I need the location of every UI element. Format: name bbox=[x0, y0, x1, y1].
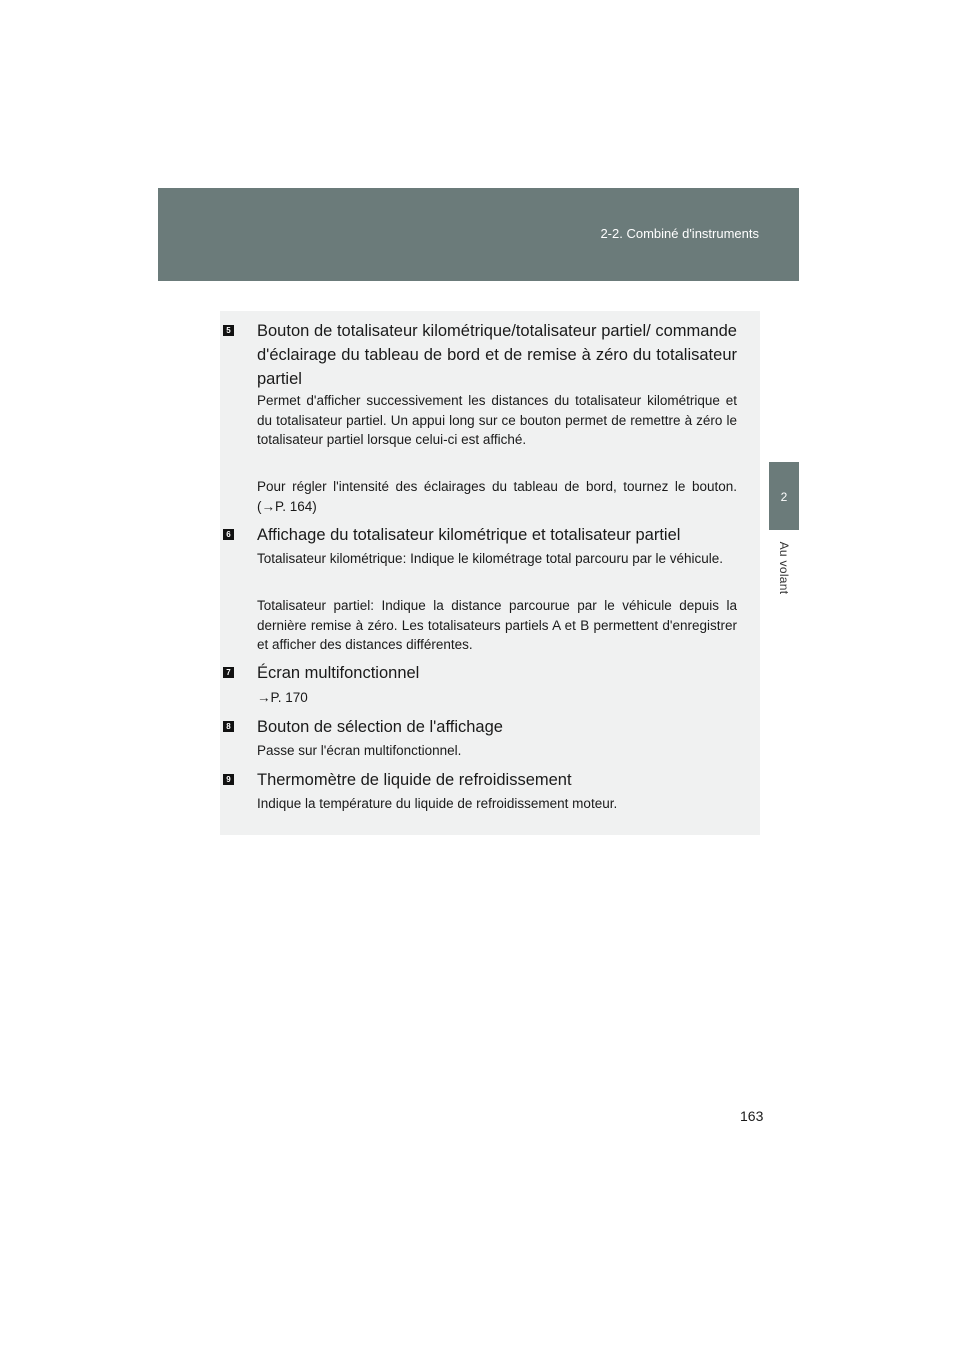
section-title: 2-2. Combiné d'instruments bbox=[600, 226, 759, 241]
item-heading: Affichage du totalisateur kilométrique et totalisateur partiel bbox=[257, 526, 681, 544]
item-heading: Thermomètre de liquide de refroidissement bbox=[257, 771, 572, 789]
chapter-tab[interactable] bbox=[769, 462, 799, 530]
item-number-badge: 7 bbox=[223, 667, 234, 678]
item-description: Pour régler l'intensité des éclairages du tableau de bord, tournez le bouton. (→P. 164) bbox=[257, 479, 737, 514]
item-heading: Bouton de totalisateur kilométrique/totalisateur partiel/ commande d'éclairage du tableau de bord et de remise à zéro du totalisateur partiel bbox=[257, 322, 737, 388]
page-number: 163 bbox=[740, 1108, 764, 1124]
item-number-badge: 9 bbox=[223, 774, 234, 785]
section-header bbox=[158, 188, 799, 281]
item-description: Permet d'afficher successivement les distances du totalisateur kilométrique et du totalisateur partiel. Un appui long sur ce bouton permet de remettre à zéro le totalisateur partiel lorsque celui-ci est affiché. bbox=[257, 393, 737, 447]
item-number-badge: 8 bbox=[223, 721, 234, 732]
page-reference-link[interactable]: →P. 170 bbox=[257, 690, 308, 705]
chapter-number: 2 bbox=[780, 490, 788, 504]
item-description: Totalisateur partiel: Indique la distance parcourue par le véhicule depuis la dernière remise à zéro. Les totalisateurs partiels A et B permettent d'enregistrer et afficher des distances différentes. bbox=[257, 598, 737, 652]
item-number-badge: 6 bbox=[223, 529, 234, 540]
item-number-badge: 5 bbox=[223, 325, 234, 336]
content-panel bbox=[220, 311, 760, 835]
item-heading: Écran multifonctionnel bbox=[257, 664, 420, 682]
item-description: Totalisateur kilométrique: Indique le kilométrage total parcouru par le véhicule. bbox=[257, 551, 724, 566]
chapter-label: Au volant bbox=[777, 541, 791, 595]
item-description: Indique la température du liquide de refroidissement moteur. bbox=[257, 796, 618, 811]
item-heading: Bouton de sélection de l'affichage bbox=[257, 718, 503, 736]
item-description: Passe sur l'écran multifonctionnel. bbox=[257, 743, 462, 758]
